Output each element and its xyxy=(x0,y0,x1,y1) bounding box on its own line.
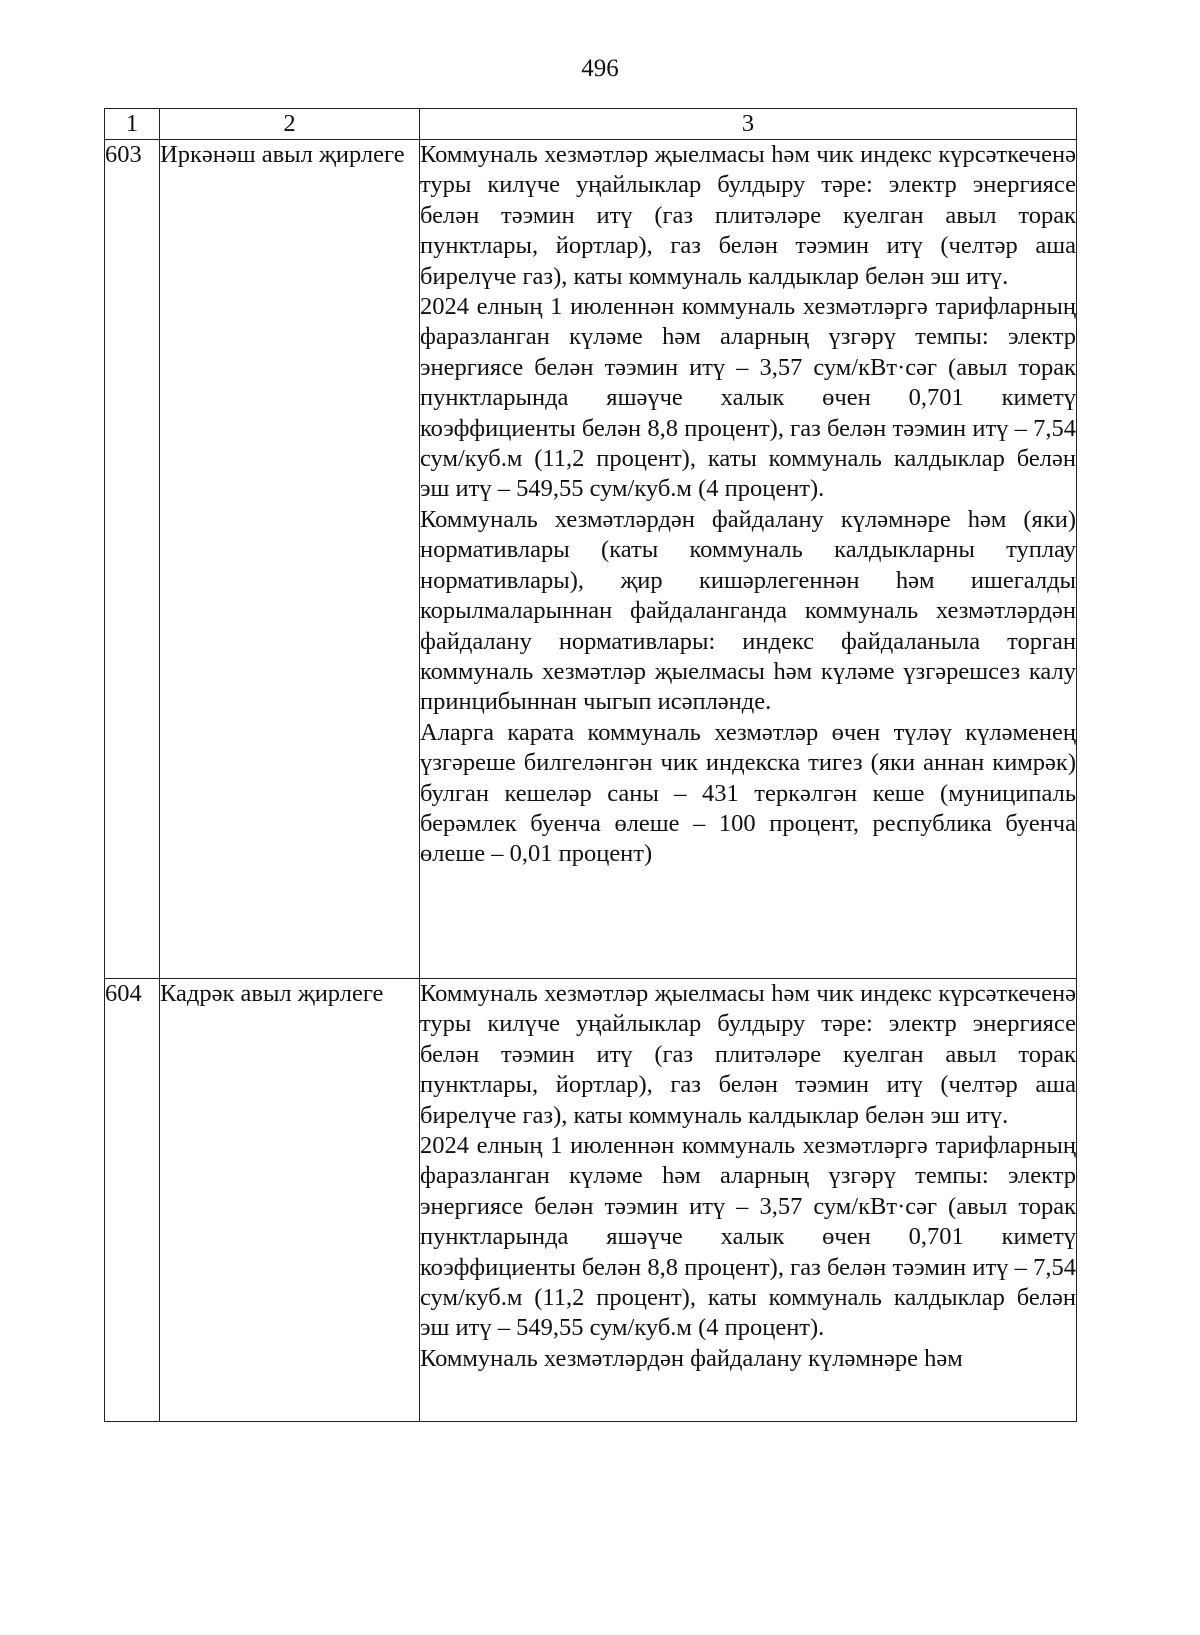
page-number: 496 xyxy=(581,55,619,82)
description-paragraph: 2024 елның 1 июленнән коммуналь хезмәтләргә тарифларның фаразланган күләме һәм аларның үзгәрү темпы: электр энергиясе белән тәэмин итү – 3,57 сум/кВт·сәг (авыл торак пунктларында яшәүче халык өчен 0,701 киметү коэффициенты белән 8,8 процент), газ белән тәэмин итү – 7,54 сум/куб.м (11,2 процент), каты коммуналь калдыклар белән эш итү – 549,55 сум/куб.м (4 процент). xyxy=(420,293,1076,503)
row-description xyxy=(420,140,1077,979)
table-row xyxy=(105,979,1077,1422)
document-table xyxy=(104,108,1077,1422)
table-header-row xyxy=(105,109,1077,140)
description-paragraph: Коммуналь хезмәтләр җыелмасы һәм чик индекс күрсәткеченә туры килүче уңайлыклар булдыру тәре: электр энергиясе белән тәэмин итү (газ плитәләре куелган авыл торак пунктлары, йортлар), газ белән тәэмин итү (челтәр аша бирелүче газ), каты коммуналь калдыклар белән эш итү. xyxy=(420,141,1076,290)
column-header-1: 1 xyxy=(105,109,160,140)
description-paragraph: Коммуналь хезмәтләр җыелмасы һәм чик индекс күрсәткеченә туры килүче уңайлыклар булдыру тәре: электр энергиясе белән тәэмин итү (газ плитәләре куелган авыл торак пунктлары, йортлар), газ белән тәэмин итү (челтәр аша бирелүче газ), каты коммуналь калдыклар белән эш итү. xyxy=(420,980,1076,1129)
description-paragraph: Коммуналь хезмәтләрдән файдалану күләмнәре һәм (яки) нормативлары (каты коммуналь калдыкларны туплау нормативлары), җир кишәрлегеннән һәм ишегалды корылмаларыннан файдаланганда коммуналь хезмәтләрдән файдалану нормативлары: индекс файдаланыла торган коммуналь хезмәтләр җыелмасы һәм күләме үзгәрешсез калу принцибыннан чыгып исәпләнде. xyxy=(420,505,1076,716)
description-paragraph: Аларга карата коммуналь хезмәтләр өчен түләү күләменең үзгәреше билгеләнгән чик индекска тигез (яки аннан кимрәк) булган кешеләр саны – 431 теркәлгән кеше (муниципаль берәмлек буенча өлеше – 100 процент, республика буенча өлеше – 0,01 процент) xyxy=(420,718,1076,868)
description-paragraph: 2024 елның 1 июленнән коммуналь хезмәтләргә тарифларның фаразланган күләме һәм аларның үзгәрү темпы: электр энергиясе белән тәэмин итү – 3,57 сум/кВт·сәг (авыл торак пунктларында яшәүче халык өчен 0,701 киметү коэффициенты белән 8,8 процент), газ белән тәэмин итү – 7,54 сум/куб.м (11,2 процент), каты коммуналь калдыклар белән эш итү – 549,55 сум/куб.м (4 процент). xyxy=(420,1132,1076,1342)
row-description xyxy=(420,979,1077,1422)
table-row xyxy=(105,140,1077,979)
column-header-3: 3 xyxy=(420,109,1077,140)
settlement-name: Иркәнәш авыл җирлеге xyxy=(160,140,420,979)
row-number: 603 xyxy=(105,140,160,979)
settlement-name: Кадрәк авыл җирлеге xyxy=(160,979,420,1422)
column-header-2: 2 xyxy=(160,109,420,140)
description-paragraph: Коммуналь хезмәтләрдән файдалану күләмнәре һәм xyxy=(420,1344,963,1372)
row-number: 604 xyxy=(105,979,160,1422)
